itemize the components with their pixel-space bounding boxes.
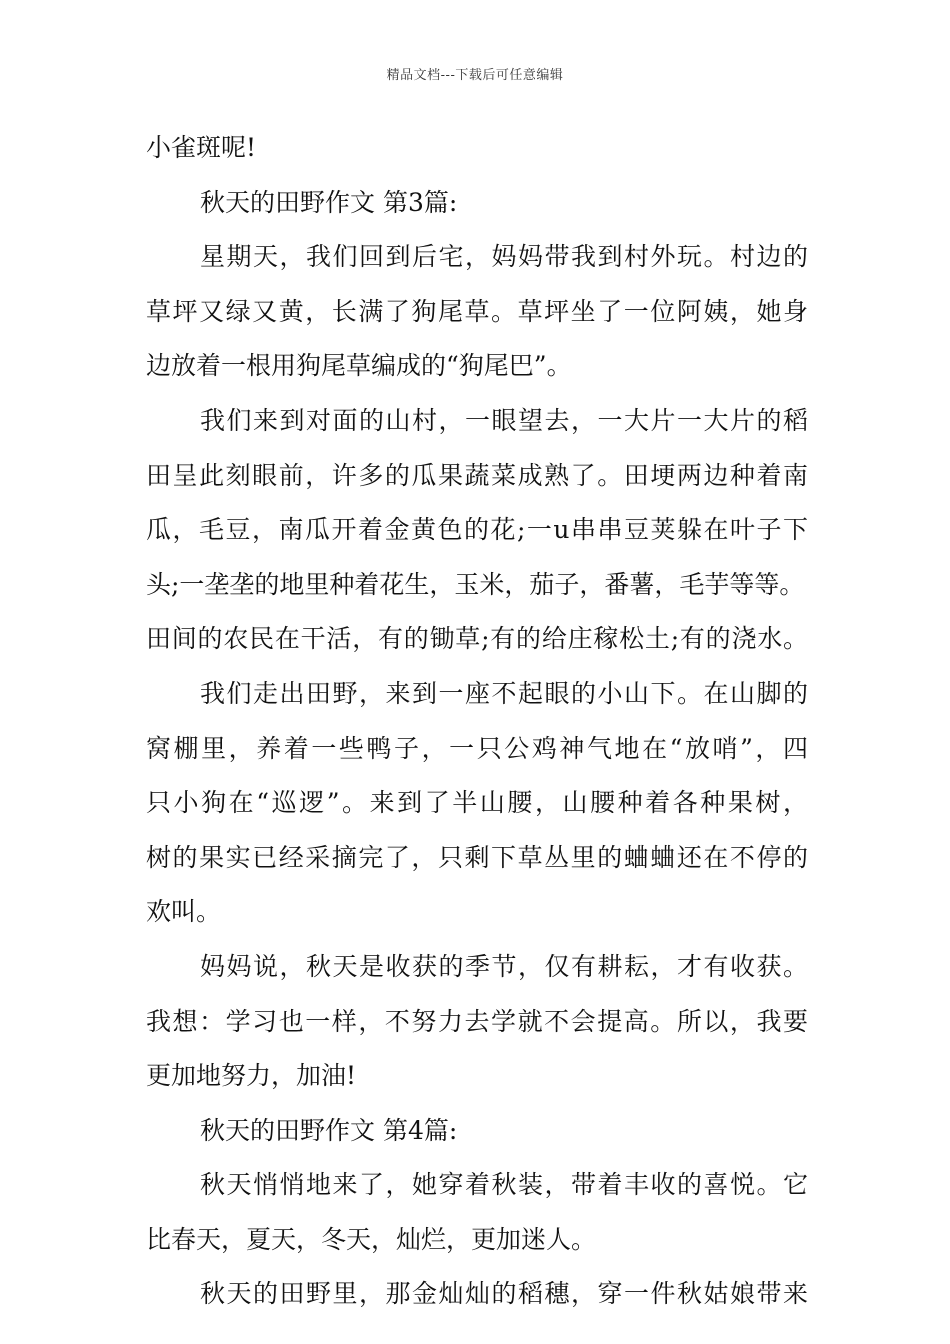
text-line: 妈妈说，秋天是收获的季节，仅有耕耘，才有收获。 (200, 951, 808, 981)
text-line: 边放着一根用狗尾草编成的“狗尾巴”。 (146, 351, 572, 381)
text-line: 秋天悄悄地来了，她穿着秋装，带着丰收的喜悦。它 (200, 1170, 808, 1200)
text-line: 树的果实已经采摘完了，只剩下草丛里的蛐蛐还在不停的 (146, 842, 808, 872)
document-body (146, 128, 808, 1329)
text-line: 星期天，我们回到后宅，妈妈带我到村外玩。村边的 (200, 242, 808, 272)
text-line: 瓜，毛豆，南瓜开着金黄色的花;一u串串豆荚躲在叶子下 (146, 515, 808, 545)
page-header: 精品文档---下载后可任意编辑 (386, 68, 564, 83)
text-line: 比春天，夏天，冬天，灿烂，更加迷人。 (146, 1224, 597, 1254)
section-heading: 秋天的田野作文 第3篇: (200, 187, 458, 217)
section-heading: 秋天的田野作文 第4篇: (200, 1115, 458, 1145)
text-line: 欢叫。 (146, 897, 222, 927)
text-line: 窝棚里，养着一些鸭子，一只公鸡神气地在“放哨”，四 (146, 733, 808, 763)
text-line: 头;一垄垄的地里种着花生，玉米，茄子，番薯，毛芋等等。 (146, 569, 805, 599)
text-line: 我们来到对面的山村，一眼望去，一大片一大片的稻 (200, 405, 808, 435)
text-line: 田呈此刻眼前，许多的瓜果蔬菜成熟了。田埂两边种着南 (146, 460, 808, 490)
text-line: 只小狗在“巡逻”。来到了半山腰，山腰种着各种果树， (146, 788, 808, 818)
text-line: 田间的农民在干活，有的锄草;有的给庄稼松土;有的浇水。 (146, 624, 808, 654)
text-line: 小雀斑呢! (146, 133, 257, 162)
text-line: 我们走出田野，来到一座不起眼的小山下。在山脚的 (200, 678, 808, 708)
text-line: 更加地努力，加油! (146, 1061, 357, 1091)
text-line: 草坪又绿又黄，长满了狗尾草。草坪坐了一位阿姨，她身 (146, 296, 808, 326)
text-line: 我想：学习也一样，不努力去学就不会提高。所以，我要 (146, 1006, 808, 1036)
text-line: 秋天的田野里，那金灿灿的稻穗，穿一件秋姑娘带来 (200, 1279, 808, 1309)
